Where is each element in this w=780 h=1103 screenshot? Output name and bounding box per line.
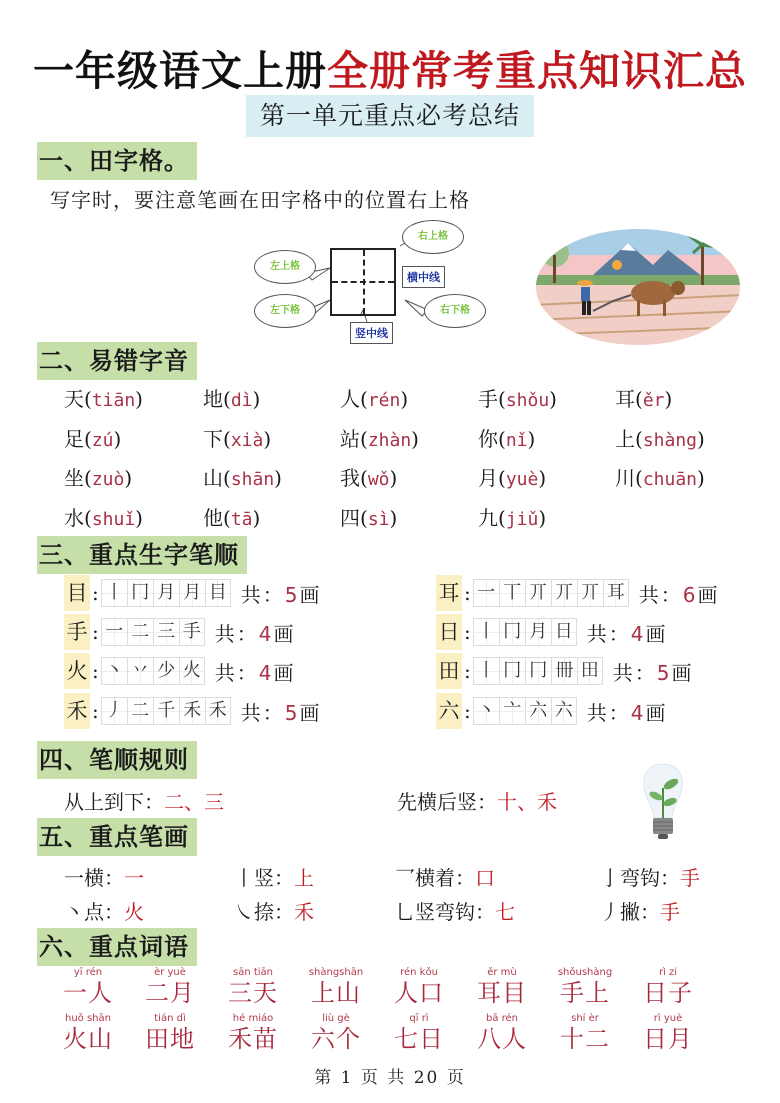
word-pinyin: rén kǒu xyxy=(400,967,438,978)
rule-label: 从上到下： xyxy=(64,790,164,814)
word-pinyin: shǒushàng xyxy=(557,967,613,978)
stroke-count: 4 xyxy=(258,660,274,685)
word-pinyin: tián dì xyxy=(154,1013,186,1024)
stroke-step-cell: 丌 xyxy=(577,579,603,607)
word-characters: 人口 xyxy=(394,979,444,1007)
paren-close: ) xyxy=(538,506,547,530)
total-prefix: 共： xyxy=(240,582,285,607)
paren-open: ( xyxy=(84,387,92,411)
character: 站 xyxy=(340,427,360,451)
stroke-order-row xyxy=(436,614,667,650)
rule-label: 先横后竖： xyxy=(397,790,497,814)
target-character: 禾 xyxy=(64,693,90,729)
label-horizontal-line: 横中线 xyxy=(402,266,445,288)
section-heading-key-words: 六、重点词语 xyxy=(37,928,197,966)
character: 上 xyxy=(615,427,635,451)
stroke-total xyxy=(215,657,296,686)
stroke-order-row xyxy=(436,693,667,729)
section-heading-stroke-order: 三、重点生字笔顺 xyxy=(37,536,247,574)
word-pinyin: yī rén xyxy=(73,967,103,978)
paren-open: ( xyxy=(223,466,231,490)
stroke-step-cell: 冂 xyxy=(525,657,551,685)
character: 地 xyxy=(203,387,223,411)
stroke-step-cell: 月 xyxy=(525,618,551,646)
word-characters: 七日 xyxy=(394,1025,444,1053)
paren-open: ( xyxy=(223,387,231,411)
character: 四 xyxy=(340,506,360,530)
character: 我 xyxy=(340,466,360,490)
paren-open: ( xyxy=(498,427,506,451)
target-character: 手 xyxy=(64,614,90,650)
tianzige-note: 写字时，要注意笔画在田字格中的位置右上格 xyxy=(50,188,470,212)
bubble-top-right: 右上格 xyxy=(402,220,464,254)
pinyin: shuǐ xyxy=(91,509,136,530)
word-characters: 二月 xyxy=(145,979,195,1007)
paren-close: ) xyxy=(252,506,261,530)
pronunciation-item xyxy=(615,462,705,491)
section-heading-key-strokes: 五、重点笔画 xyxy=(37,818,197,856)
stroke-count: 5 xyxy=(656,660,672,685)
paren-close: ) xyxy=(549,387,557,411)
stroke-total xyxy=(587,618,668,647)
key-stroke-item xyxy=(64,862,144,891)
key-stroke-item xyxy=(234,862,314,891)
stroke-steps xyxy=(473,579,629,607)
stroke-steps xyxy=(101,579,231,607)
target-character: 火 xyxy=(64,653,90,689)
pronunciation-item xyxy=(478,423,535,452)
paren-open: ( xyxy=(360,506,368,530)
section-heading-tianzige: 一、田字格。 xyxy=(37,142,197,180)
total-suffix: 画 xyxy=(645,700,668,725)
total-suffix: 画 xyxy=(273,621,296,646)
target-character: 日 xyxy=(436,614,462,650)
colon: : xyxy=(464,581,471,605)
farmer-plowing-illustration xyxy=(533,225,743,345)
pinyin: nǐ xyxy=(505,430,528,451)
stroke-step-cell: 丨 xyxy=(473,657,499,685)
key-word xyxy=(384,1012,454,1053)
stroke-step-cell: 亠 xyxy=(499,697,525,725)
stroke-example: 手 xyxy=(660,900,680,924)
stroke-step-cell: 耳 xyxy=(603,579,629,607)
rule-horizontal-first xyxy=(397,786,557,815)
word-pinyin: rì zi xyxy=(658,967,678,978)
pinyin: sì xyxy=(367,509,390,530)
key-word xyxy=(384,966,454,1007)
pinyin: yuè xyxy=(505,469,539,490)
character: 手 xyxy=(478,387,498,411)
total-prefix: 共： xyxy=(586,700,631,725)
paren-close: ) xyxy=(135,387,143,411)
word-pinyin: sān tiān xyxy=(232,967,274,978)
stroke-example: 上 xyxy=(294,866,314,890)
word-characters: 田地 xyxy=(145,1025,195,1053)
word-pinyin: liù gè xyxy=(322,1013,350,1024)
stroke-step-cell: 二 xyxy=(127,697,153,725)
paren-open: ( xyxy=(635,466,643,490)
pronunciation-item xyxy=(64,462,132,491)
stroke-label: 亅弯钩： xyxy=(600,866,680,890)
stroke-steps xyxy=(473,618,577,646)
word-pinyin: shàngshān xyxy=(308,967,364,978)
paren-open: ( xyxy=(84,506,92,530)
key-word xyxy=(550,966,620,1007)
stroke-step-cell: 丶 xyxy=(473,697,499,725)
total-suffix: 画 xyxy=(273,660,296,685)
character: 九 xyxy=(478,506,498,530)
paren-close: ) xyxy=(664,387,673,411)
key-stroke-item xyxy=(395,862,495,891)
tianzige-diagram xyxy=(250,218,490,346)
key-stroke-item xyxy=(234,896,314,925)
paren-close: ) xyxy=(697,466,705,490)
pinyin: tā xyxy=(230,509,253,530)
word-characters: 十二 xyxy=(560,1025,610,1053)
total-prefix: 共： xyxy=(214,660,259,685)
character: 下 xyxy=(203,427,223,451)
stroke-step-cell: 六 xyxy=(551,697,577,725)
key-word xyxy=(135,966,205,1007)
stroke-step-cell: 冂 xyxy=(127,579,153,607)
vertical-centerline xyxy=(363,250,365,314)
stroke-count: 4 xyxy=(630,621,646,646)
rule-top-to-bottom xyxy=(64,786,224,815)
word-characters: 八人 xyxy=(477,1025,527,1053)
pronunciation-item xyxy=(203,462,282,491)
stroke-step-cell: 冂 xyxy=(499,618,525,646)
pinyin: shàng xyxy=(642,430,697,451)
key-word xyxy=(53,966,123,1007)
stroke-total xyxy=(613,657,694,686)
stroke-step-cell: 禾 xyxy=(179,697,205,725)
rule-examples: 二、三 xyxy=(164,790,224,814)
key-stroke-item xyxy=(64,896,144,925)
stroke-step-cell: 禾 xyxy=(205,697,231,725)
stroke-total xyxy=(215,618,296,647)
character: 川 xyxy=(615,466,635,490)
stroke-order-row xyxy=(64,575,321,611)
word-characters: 上山 xyxy=(311,979,361,1007)
stroke-example: 口 xyxy=(475,866,495,890)
colon: : xyxy=(92,699,99,723)
key-word xyxy=(218,1012,288,1053)
stroke-order-row xyxy=(436,653,693,689)
target-character: 目 xyxy=(64,575,90,611)
word-characters: 耳目 xyxy=(477,979,527,1007)
pronunciation-item xyxy=(64,502,143,531)
paren-open: ( xyxy=(635,387,643,411)
stroke-step-cell: 田 xyxy=(577,657,603,685)
bubble-bottom-left: 左下格 xyxy=(254,294,316,328)
character: 耳 xyxy=(615,387,635,411)
stroke-label: 一横： xyxy=(64,866,124,890)
paren-close: ) xyxy=(124,466,133,490)
key-word xyxy=(467,1012,537,1053)
colon: : xyxy=(92,659,99,683)
word-pinyin: rì yuè xyxy=(653,1013,683,1024)
pronunciation-item xyxy=(340,502,397,531)
pinyin: wǒ xyxy=(367,469,390,490)
key-word xyxy=(633,966,703,1007)
key-word xyxy=(550,1012,620,1053)
character: 山 xyxy=(203,466,223,490)
word-characters: 六个 xyxy=(311,1025,361,1053)
title-grade: 一年级语文上册 xyxy=(33,47,327,95)
pinyin: shǒu xyxy=(505,390,550,411)
stroke-count: 4 xyxy=(630,700,646,725)
paren-close: ) xyxy=(697,427,705,451)
stroke-step-cell: 日 xyxy=(551,618,577,646)
word-pinyin: huǒ shān xyxy=(65,1013,111,1024)
stroke-count: 5 xyxy=(284,700,300,725)
stroke-step-cell: 丨 xyxy=(473,618,499,646)
stroke-label: 乛横着： xyxy=(395,866,475,890)
stroke-order-row xyxy=(64,614,295,650)
rule-examples: 十、禾 xyxy=(497,790,557,814)
word-pinyin: shí èr xyxy=(571,1013,599,1024)
total-suffix: 画 xyxy=(299,700,322,725)
total-prefix: 共： xyxy=(240,700,285,725)
paren-open: ( xyxy=(223,506,231,530)
tianzige-grid xyxy=(330,248,396,316)
stroke-order-row xyxy=(64,693,321,729)
word-characters: 禾苗 xyxy=(228,1025,278,1053)
paren-open: ( xyxy=(498,387,506,411)
stroke-step-cell: 冂 xyxy=(499,657,525,685)
word-characters: 三天 xyxy=(228,979,278,1007)
character: 他 xyxy=(203,506,223,530)
character: 坐 xyxy=(64,466,84,490)
pronunciation-item xyxy=(203,423,271,452)
total-prefix: 共： xyxy=(638,582,683,607)
word-pinyin: bā rén xyxy=(485,1013,519,1024)
pinyin: zuò xyxy=(91,469,125,490)
stroke-step-cell: 二 xyxy=(127,618,153,646)
stroke-step-cell: 丅 xyxy=(499,579,525,607)
stroke-step-cell: 手 xyxy=(179,618,205,646)
target-character: 田 xyxy=(436,653,462,689)
stroke-order-row xyxy=(436,575,719,611)
pinyin: ěr xyxy=(642,390,665,411)
total-suffix: 画 xyxy=(671,660,694,685)
stroke-example: 手 xyxy=(680,866,700,890)
pronunciation-item xyxy=(478,383,557,412)
pronunciation-item xyxy=(340,462,397,491)
stroke-label: 乚竖弯钩： xyxy=(395,900,495,924)
stroke-step-cell: 月 xyxy=(179,579,205,607)
pronunciation-item xyxy=(478,462,546,491)
stroke-example: 火 xyxy=(124,900,144,924)
stroke-total xyxy=(241,579,322,608)
stroke-step-cell: 丿 xyxy=(101,697,127,725)
colon: : xyxy=(92,581,99,605)
pinyin: dì xyxy=(230,390,253,411)
pronunciation-item xyxy=(615,423,705,452)
total-prefix: 共： xyxy=(586,621,631,646)
stroke-label: 丿撇： xyxy=(600,900,660,924)
stroke-example: 禾 xyxy=(294,900,314,924)
stroke-step-cell: 月 xyxy=(153,579,179,607)
stroke-label: 丨竖： xyxy=(234,866,294,890)
total-suffix: 画 xyxy=(697,582,720,607)
key-word xyxy=(301,1012,371,1053)
paren-close: ) xyxy=(400,387,409,411)
pinyin: zú xyxy=(91,430,114,451)
pinyin: rén xyxy=(367,390,401,411)
key-stroke-item xyxy=(600,862,700,891)
paren-close: ) xyxy=(135,506,143,530)
stroke-steps xyxy=(473,657,603,685)
stroke-step-cell: 千 xyxy=(153,697,179,725)
pronunciation-item xyxy=(64,423,121,452)
paren-close: ) xyxy=(113,427,122,451)
total-prefix: 共： xyxy=(214,621,259,646)
stroke-count: 5 xyxy=(284,582,300,607)
character: 水 xyxy=(64,506,84,530)
stroke-count: 4 xyxy=(258,621,274,646)
word-pinyin: hé miáo xyxy=(232,1013,274,1024)
pinyin: tiān xyxy=(91,390,136,411)
stroke-step-cell: 丷 xyxy=(127,657,153,685)
stroke-step-cell: 少 xyxy=(153,657,179,685)
paren-open: ( xyxy=(360,387,368,411)
paren-open: ( xyxy=(360,427,368,451)
stroke-step-cell: 火 xyxy=(179,657,205,685)
character: 你 xyxy=(478,427,498,451)
word-characters: 日月 xyxy=(643,1025,693,1053)
section-heading-stroke-rules: 四、笔顺规则 xyxy=(37,741,197,779)
pronunciation-item xyxy=(340,383,408,412)
stroke-steps xyxy=(473,697,577,725)
paren-open: ( xyxy=(498,466,506,490)
key-stroke-item xyxy=(395,896,515,925)
total-suffix: 画 xyxy=(645,621,668,646)
stroke-order-row xyxy=(64,653,295,689)
stroke-count: 6 xyxy=(682,582,698,607)
stroke-step-cell: 丌 xyxy=(525,579,551,607)
key-word xyxy=(301,966,371,1007)
unit-subtitle: 第一单元重点必考总结 xyxy=(246,95,534,137)
target-character: 耳 xyxy=(436,575,462,611)
word-characters: 日子 xyxy=(643,979,693,1007)
pronunciation-item xyxy=(340,423,419,452)
character: 月 xyxy=(478,466,498,490)
character: 足 xyxy=(64,427,84,451)
key-word xyxy=(633,1012,703,1053)
pronunciation-item xyxy=(615,383,672,412)
paren-close: ) xyxy=(389,466,398,490)
word-characters: 手上 xyxy=(560,979,610,1007)
stroke-step-cell: 丶 xyxy=(101,657,127,685)
paren-close: ) xyxy=(411,427,419,451)
stroke-step-cell: 三 xyxy=(153,618,179,646)
key-stroke-item xyxy=(600,896,680,925)
word-pinyin: qī rì xyxy=(409,1013,429,1024)
bubble-top-left: 左上格 xyxy=(254,250,316,284)
stroke-step-cell: 冊 xyxy=(551,657,577,685)
word-pinyin: ěr mù xyxy=(487,967,517,978)
stroke-total xyxy=(587,697,668,726)
paren-open: ( xyxy=(635,427,643,451)
paren-close: ) xyxy=(527,427,536,451)
target-character: 六 xyxy=(436,693,462,729)
paren-close: ) xyxy=(252,387,261,411)
pinyin: xià xyxy=(230,430,264,451)
paren-open: ( xyxy=(84,466,92,490)
plant-bulb-icon xyxy=(640,762,686,842)
total-prefix: 共： xyxy=(612,660,657,685)
paren-close: ) xyxy=(389,506,398,530)
pinyin: zhàn xyxy=(367,430,412,451)
total-suffix: 画 xyxy=(299,582,322,607)
pinyin: shān xyxy=(230,469,275,490)
key-word xyxy=(135,1012,205,1053)
pronunciation-item xyxy=(478,502,546,531)
paren-open: ( xyxy=(223,427,231,451)
stroke-label: ㇏捺： xyxy=(234,900,294,924)
word-pinyin: èr yuè xyxy=(154,967,186,978)
stroke-step-cell: 丌 xyxy=(551,579,577,607)
colon: : xyxy=(92,620,99,644)
stroke-steps xyxy=(101,657,205,685)
character: 天 xyxy=(64,387,84,411)
stroke-total xyxy=(639,579,720,608)
title-highlight: 全册常考重点知识汇总 xyxy=(327,47,747,95)
word-characters: 一人 xyxy=(63,979,113,1007)
stroke-steps xyxy=(101,697,231,725)
stroke-step-cell: 一 xyxy=(101,618,127,646)
paren-close: ) xyxy=(538,466,547,490)
stroke-total xyxy=(241,697,322,726)
pinyin: jiǔ xyxy=(505,509,539,530)
stroke-label: 丶点： xyxy=(64,900,124,924)
colon: : xyxy=(464,699,471,723)
stroke-step-cell: 目 xyxy=(205,579,231,607)
colon: : xyxy=(464,620,471,644)
paren-close: ) xyxy=(274,466,282,490)
bubble-bottom-right: 右下格 xyxy=(424,294,486,328)
key-word xyxy=(53,1012,123,1053)
paren-open: ( xyxy=(84,427,92,451)
page-number: 第 1 页 共 20 页 xyxy=(314,1068,466,1088)
pronunciation-item xyxy=(203,502,260,531)
colon: : xyxy=(464,659,471,683)
label-vertical-line: 竖中线 xyxy=(350,322,393,344)
pronunciation-item xyxy=(64,383,143,412)
character: 人 xyxy=(340,387,360,411)
stroke-example: 一 xyxy=(124,866,144,890)
key-word xyxy=(467,966,537,1007)
paren-close: ) xyxy=(263,427,272,451)
stroke-example: 七 xyxy=(495,900,515,924)
word-characters: 火山 xyxy=(63,1025,113,1053)
pronunciation-item xyxy=(203,383,260,412)
page-title xyxy=(0,38,780,97)
stroke-step-cell: 一 xyxy=(473,579,499,607)
stroke-step-cell: 六 xyxy=(525,697,551,725)
section-heading-pronunciation: 二、易错字音 xyxy=(37,342,197,380)
paren-open: ( xyxy=(360,466,368,490)
stroke-steps xyxy=(101,618,205,646)
pinyin: chuān xyxy=(642,469,697,490)
key-word xyxy=(218,966,288,1007)
stroke-step-cell: 丨 xyxy=(101,579,127,607)
paren-open: ( xyxy=(498,506,506,530)
